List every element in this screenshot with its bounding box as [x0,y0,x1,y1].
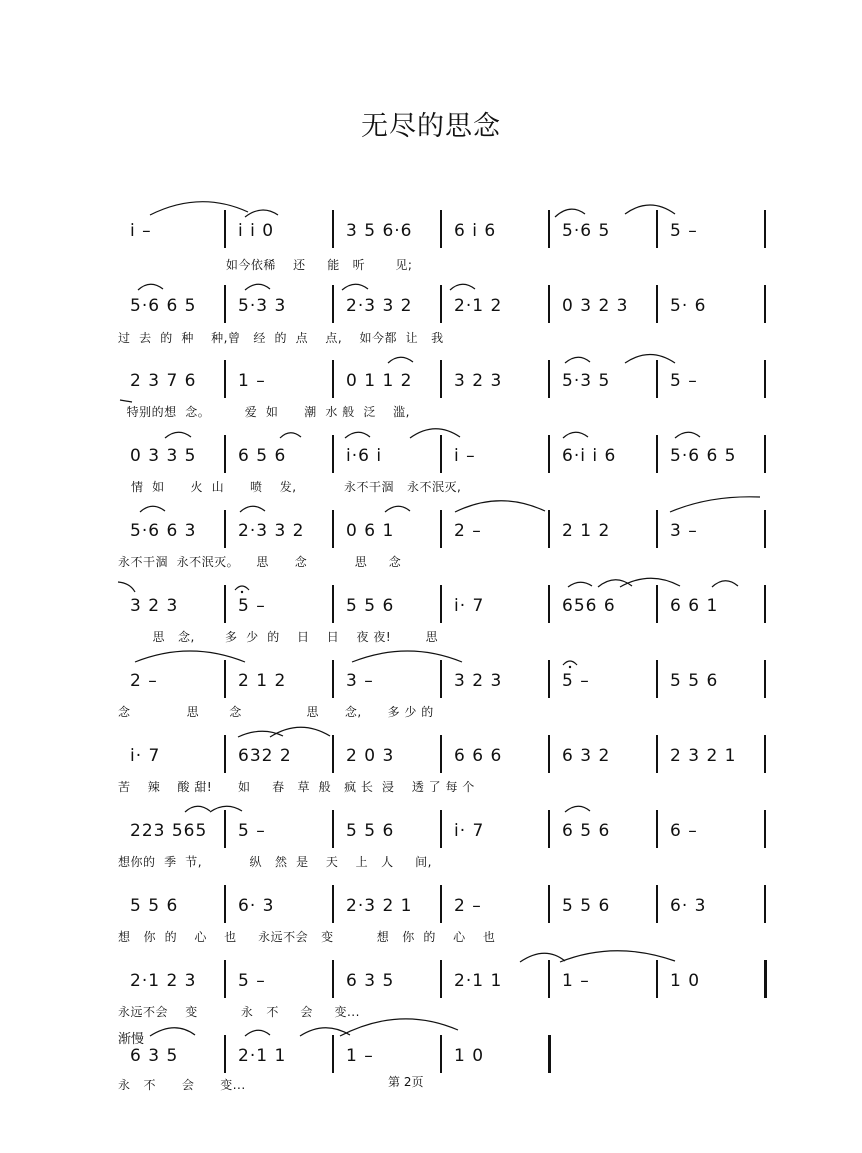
measure-notes: 6· 3 [238,896,275,916]
barline [440,960,442,998]
measure-notes: 2·1 2 [454,296,503,316]
measure-notes: 2 – [130,671,158,691]
final-barline [764,885,766,923]
barline [440,810,442,848]
measure-notes: i̇ i̇ 0 [238,221,275,241]
measure-notes: 5·3 3 [238,296,287,316]
measure-notes: 3 2 3 [454,671,503,691]
barline [224,435,226,473]
barline [440,285,442,323]
measure-notes: 5 – [562,671,590,691]
barline [440,435,442,473]
measure-notes: 5 – [670,371,698,391]
barline [224,1035,226,1073]
barline [224,585,226,623]
measure-notes: 223 565 [130,821,208,841]
measure-notes: 2·3 2 1 [346,896,413,916]
lyric-line: 过 去 的 种 种,曾 经 的 点 点, 如今都 让 我 [118,331,444,345]
final-barline [764,960,767,998]
final-barline [764,810,766,848]
lyric-line: 苦 辣 酸 甜! 如 春 草 般 疯 长 浸 透 了 每 个 [118,780,475,794]
barline [332,1035,334,1073]
final-barline [764,360,766,398]
score-line [118,360,766,400]
measure-notes: 5·6 6 3 [130,521,197,541]
measure-notes: 2 1 2 [562,521,611,541]
final-barline [764,435,766,473]
measure-notes: 3 – [346,671,374,691]
lyric-line: 永不干涸 永不泯灭。 思 念 思 念 [118,555,402,569]
lyric-line: 永远不会 变 永 不 会 变... [118,1005,360,1019]
barline [224,210,226,248]
measure-notes: 0 3 2 3 [562,296,629,316]
measure-notes: 3 5 6·6 [346,221,413,241]
measure-notes: 3 – [670,521,698,541]
measure-notes: 6 3 5 [346,971,395,991]
measure-notes: 1 0 [454,1046,485,1066]
barline [656,960,658,998]
measure-notes: 1 – [346,1046,374,1066]
measure-notes: 6 5 6 [238,446,287,466]
barline [224,885,226,923]
barline [548,885,550,923]
barline [224,735,226,773]
measure-notes: 1 0 [670,971,701,991]
measure-notes: 5·6 5 [562,221,611,241]
measure-notes: 2·1 1 [454,971,503,991]
final-barline [764,735,766,773]
measure-notes: i̇ – [130,221,152,241]
barline [224,660,226,698]
barline [656,435,658,473]
measure-notes: 3 2 3 [454,371,503,391]
barline [548,510,550,548]
measure-notes: 0 3 3 5 [130,446,197,466]
measure-notes: 2·3 3 2 [346,296,413,316]
final-barline [764,210,766,248]
measure-notes: 2·1 1 [238,1046,287,1066]
barline [656,210,658,248]
barline [548,735,550,773]
lyric-line: 特别的想 念。 爱 如 潮 水 般 泛 滥, [118,405,410,419]
measure-notes: 2 – [454,521,482,541]
barline [332,360,334,398]
score-line [118,585,766,625]
measure-notes: 5 – [238,596,266,616]
final-barline [548,1035,551,1073]
measure-notes: 5 – [238,971,266,991]
barline [440,585,442,623]
score-line [118,435,766,475]
measure-notes: 2·1 2 3 [130,971,197,991]
tempo-mark: 渐慢 [118,1032,145,1047]
barline [440,360,442,398]
barline [332,510,334,548]
tick-mark [120,400,132,402]
barline [656,660,658,698]
measure-notes: 0 1 1 2 [346,371,413,391]
lyric-line: 永 不 会 变... [118,1078,276,1092]
score-line [118,510,766,550]
measure-notes: 1 – [562,971,590,991]
barline [440,510,442,548]
barline [440,660,442,698]
measure-notes: 5 – [238,821,266,841]
measure-notes: 2 – [454,896,482,916]
lyric-line: 想你的 季 节, 纵 然 是 天 上 人 间, [118,855,432,869]
measure-notes: 5·3 5 [562,371,611,391]
measure-notes: 632 2 [238,746,292,766]
barline [548,960,550,998]
barline [548,285,550,323]
barline [224,960,226,998]
lyric-line: 念 思 念 思 念, 多 少 的 [118,705,434,719]
final-barline [764,660,766,698]
barline [440,735,442,773]
measure-notes: 5 5 6 [562,896,611,916]
barline [548,660,550,698]
final-barline [764,585,766,623]
measure-notes: 5 5 6 [670,671,719,691]
barline [656,585,658,623]
barline [440,1035,442,1073]
barline [656,285,658,323]
measure-notes: 5 – [670,221,698,241]
score-line [118,210,766,250]
measure-notes: 6 3 2 [562,746,611,766]
barline [440,210,442,248]
measure-notes: 0 6 1 [346,521,395,541]
score-line [118,810,766,850]
barline [656,885,658,923]
measure-notes: 6 3 5 [130,1046,179,1066]
barline [332,960,334,998]
measure-notes: 5 5 6 [130,896,179,916]
barline [656,810,658,848]
barline [332,660,334,698]
measure-notes: 656 6 [562,596,616,616]
measure-notes: 2 3 7 6 [130,371,197,391]
barline [440,885,442,923]
measure-notes: 6 6 1 [670,596,719,616]
final-barline [764,285,766,323]
lyric-line: 情 如 火 山 喷 发, 永不干涸 永不泯灭, [118,480,462,494]
measure-notes: i̇·6 i̇ [346,446,383,466]
barline [224,285,226,323]
barline [548,210,550,248]
measure-notes: 5·6 6 5 [130,296,197,316]
barline [332,285,334,323]
barline [332,810,334,848]
lyric-line: 想 你 的 心 也 永远不会 变 想 你 的 心 也 [118,930,496,944]
measure-notes: 6 i̇ 6 [454,221,497,241]
measure-notes: 6 – [670,821,698,841]
measure-notes: 3 2 3 [130,596,179,616]
score-line [118,660,766,700]
barline [656,510,658,548]
barline [548,810,550,848]
measure-notes: 5 5 6 [346,821,395,841]
final-barline [764,510,766,548]
barline [332,885,334,923]
barline [548,435,550,473]
lyric-line: 如今依稀 还 能 听 见; [118,258,413,272]
measure-notes: i̇· 7 [454,596,485,616]
score-line [118,885,766,925]
measure-notes: 6 5 6 [562,821,611,841]
barline [332,735,334,773]
score-line [118,735,766,775]
barline [224,810,226,848]
barline [656,360,658,398]
barline [332,585,334,623]
measure-notes: 6· 3 [670,896,707,916]
barline [548,360,550,398]
barline [656,735,658,773]
lyric-line: 思 念, 多 少 的 日 日 夜 夜! 思 [118,630,439,644]
measure-notes: i̇· 7 [130,746,161,766]
measure-notes: i̇ – [454,446,476,466]
score-line [118,960,766,1000]
measure-notes: 1 – [238,371,266,391]
measure-notes: 5· 6 [670,296,707,316]
score-line [118,285,766,325]
score-line [118,1035,766,1075]
score-title: 无尽的思念 [361,111,501,142]
measure-notes: 2 0 3 [346,746,395,766]
measure-notes: 2 3 2 1 [670,746,737,766]
measure-notes: 5 5 6 [346,596,395,616]
measure-notes: 2 1 2 [238,671,287,691]
page-number: 第 2页 [388,1075,424,1089]
barline [332,210,334,248]
measure-notes: 5·6 6 5 [670,446,737,466]
measure-notes: 2·3 3 2 [238,521,305,541]
measure-notes: i̇· 7 [454,821,485,841]
barline [224,360,226,398]
measure-notes: 6 6 6 [454,746,503,766]
measure-notes: 6·i̇ i̇ 6 [562,446,617,466]
barline [548,585,550,623]
barline [224,510,226,548]
barline [332,435,334,473]
slur-arc [340,1019,458,1036]
